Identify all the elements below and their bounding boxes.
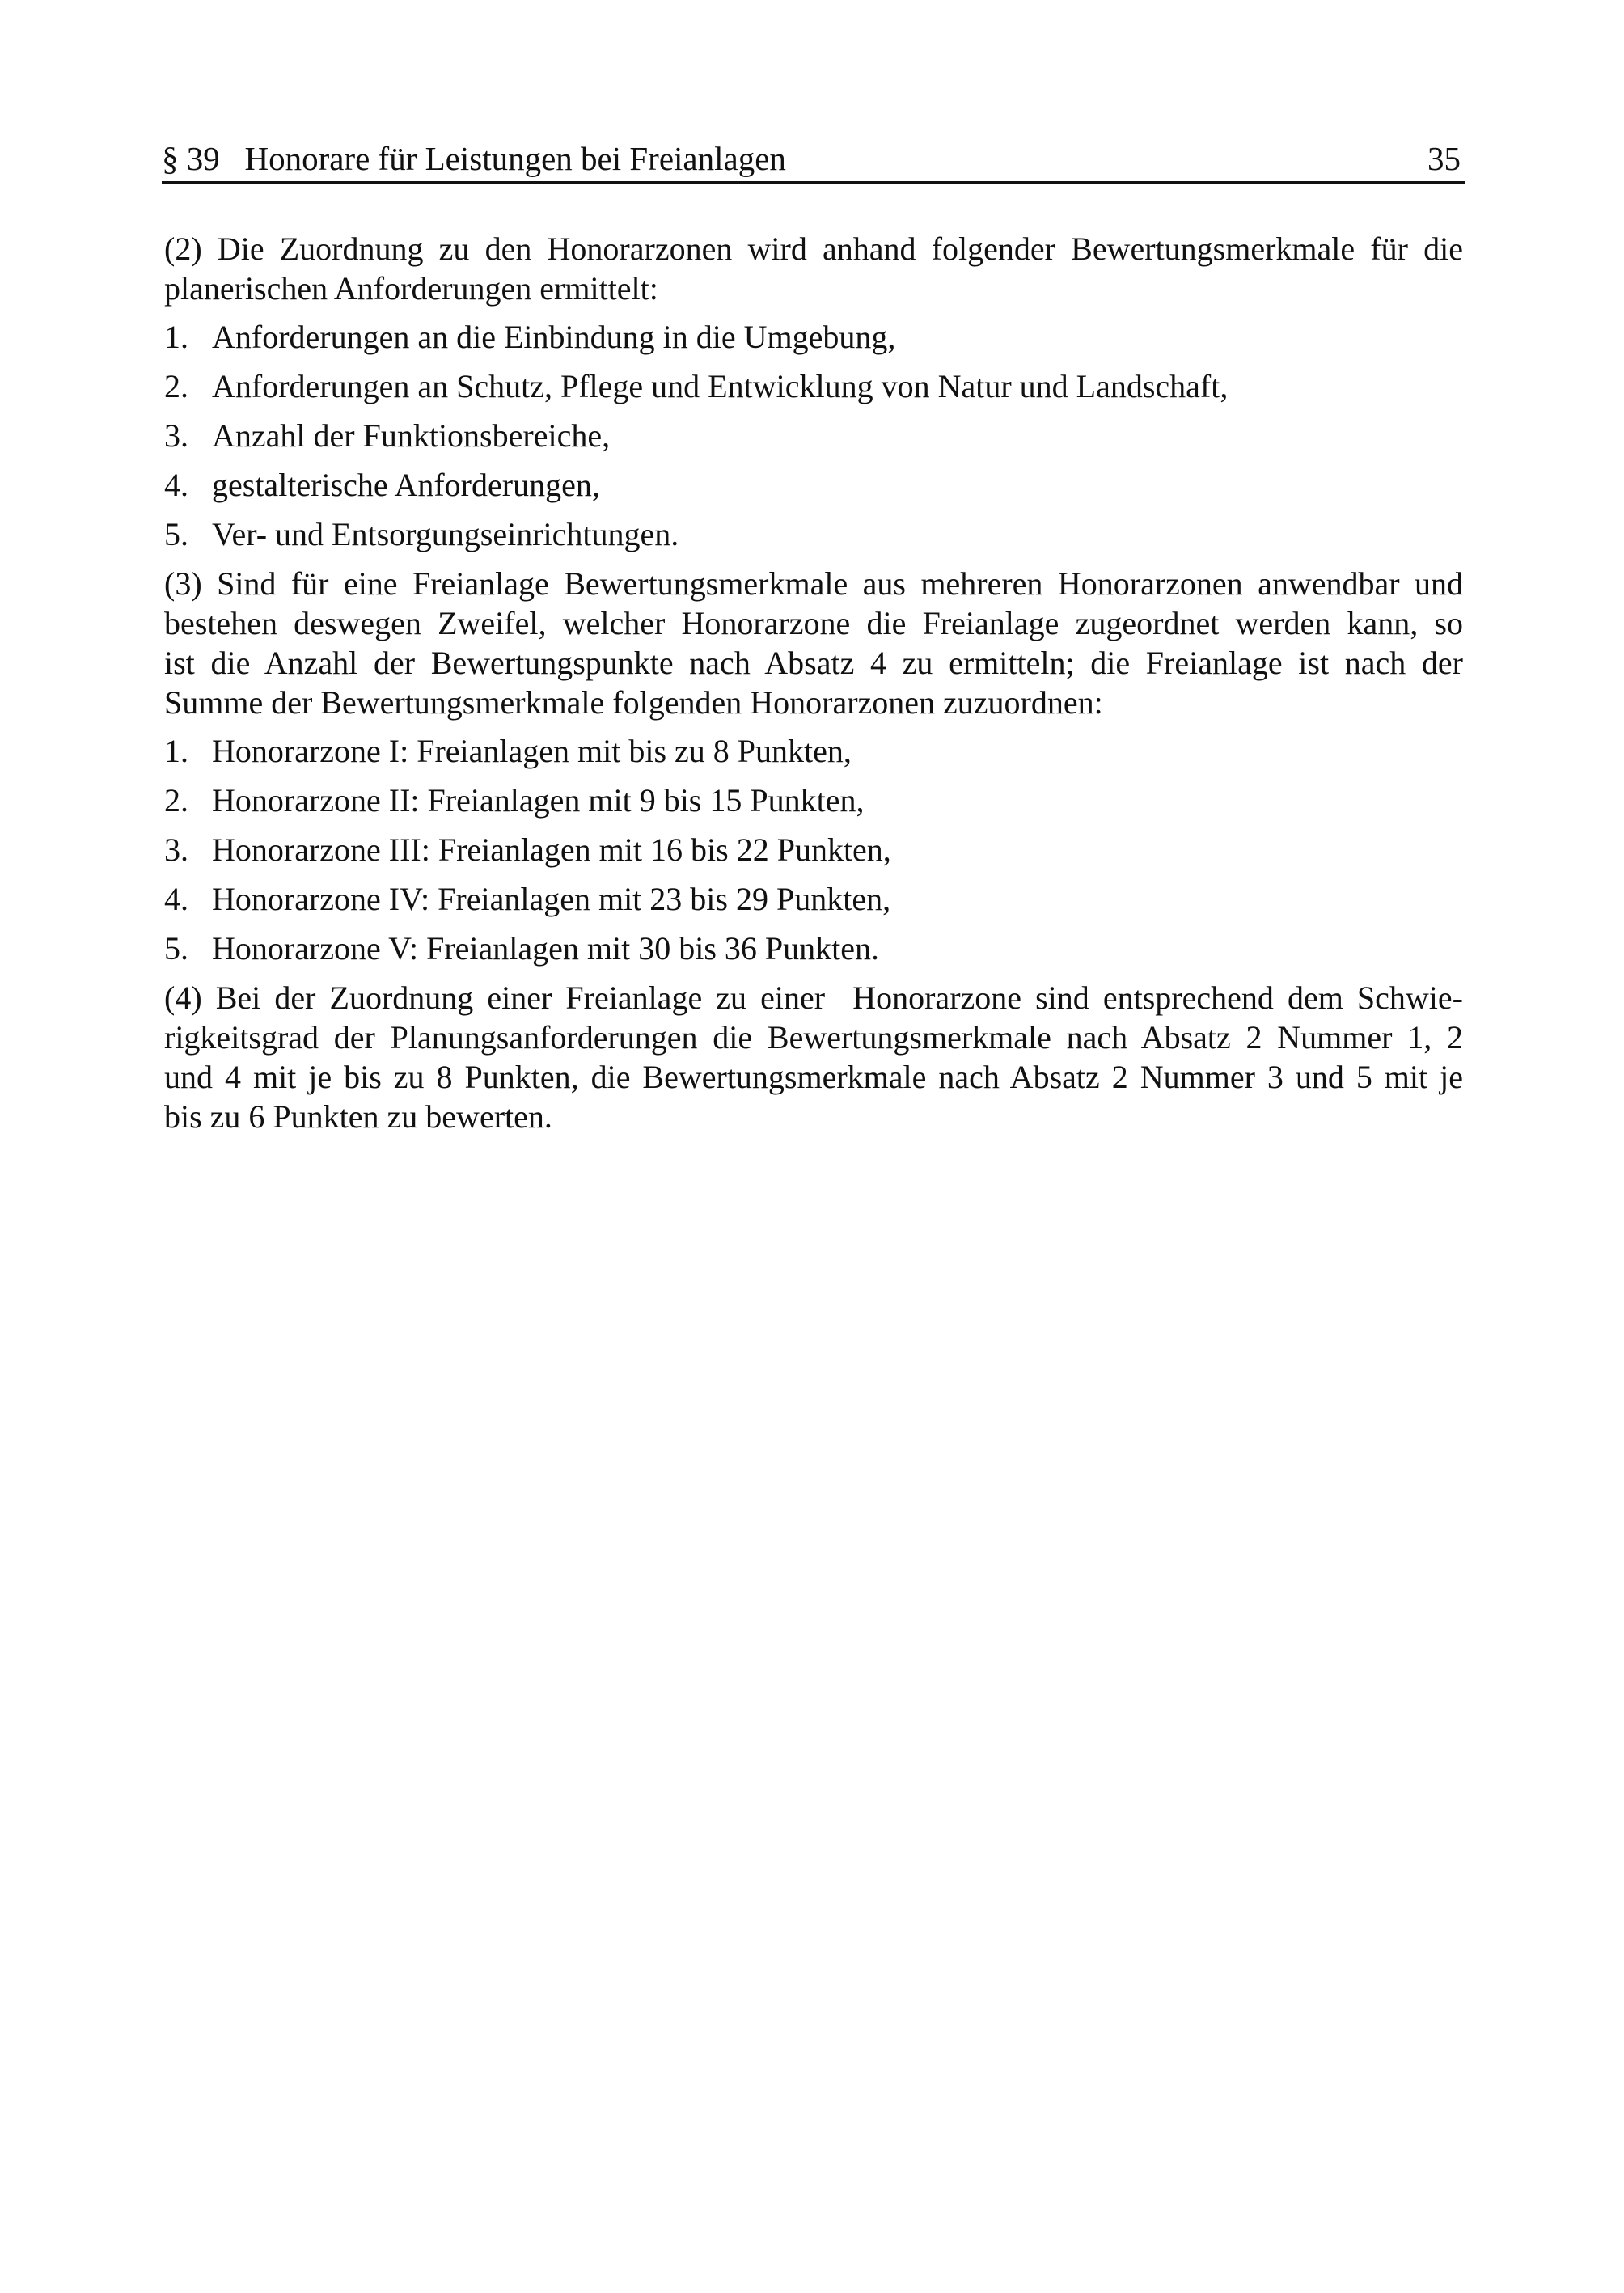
list-number: 2. — [164, 782, 188, 819]
paragraph-2 — [164, 229, 1463, 308]
list-number: 5. — [164, 516, 188, 552]
paragraph-line: (2) Die Zuordnung zu den Honorarzonen wird anhand folgender Bewertungsmerkmale für die — [164, 231, 1463, 267]
list-text: Anforderungen an Schutz, Pflege und Entwicklung von Natur und Landschaft, — [212, 368, 1229, 404]
list-number: 1. — [164, 733, 188, 769]
paragraph-line: (3) Sind für eine Freianlage Bewertungsmerkmale aus mehreren Honorarzonen anwendbar und — [164, 565, 1463, 602]
list-item — [164, 830, 1463, 869]
list-text: Honorarzone V: Freianlagen mit 30 bis 36 Punkten. — [212, 930, 880, 967]
criteria-list — [164, 317, 1463, 554]
list-number: 5. — [164, 930, 188, 967]
paragraph-4 — [164, 978, 1463, 1136]
document-body — [164, 229, 1463, 1136]
list-text: gestalterische Anforderungen, — [212, 467, 600, 503]
honorarzonen-list — [164, 731, 1463, 968]
list-number: 4. — [164, 467, 188, 503]
list-number: 2. — [164, 368, 188, 404]
paragraph-3 — [164, 564, 1463, 722]
list-item — [164, 465, 1463, 505]
list-item — [164, 929, 1463, 968]
list-item — [164, 366, 1463, 406]
section-title: § 39 Honorare für Leistungen bei Freianlagen — [162, 140, 786, 177]
list-text: Honorarzone I: Freianlagen mit bis zu 8 Punkten, — [212, 733, 852, 769]
list-text: Honorarzone III: Freianlagen mit 16 bis 22 Punkten, — [212, 831, 891, 868]
paragraph-line: Summe der Bewertungsmerkmale folgenden Honorarzonen zuzuordnen: — [164, 684, 1103, 721]
list-text: Honorarzone IV: Freianlagen mit 23 bis 29 Punkten, — [212, 881, 891, 917]
list-item — [164, 317, 1463, 357]
paragraph-line: bestehen deswegen Zweifel, welcher Honorarzone die Freianlage zugeordnet werden kann, so — [164, 605, 1463, 641]
list-item — [164, 416, 1463, 455]
list-text: Anforderungen an die Einbindung in die Umgebung, — [212, 319, 896, 355]
paragraph-line: ist die Anzahl der Bewertungspunkte nach Absatz 4 zu ermitteln; die Freianlage ist nach der — [164, 645, 1463, 681]
list-item — [164, 879, 1463, 919]
page-number: 35 — [1427, 140, 1461, 177]
page-header — [162, 136, 1465, 184]
paragraph-line: (4) Bei der Zuordnung einer Freianlage zu einer Honorarzone sind entsprechend dem Schwie- — [164, 979, 1463, 1016]
list-number: 3. — [164, 831, 188, 868]
paragraph-line: bis zu 6 Punkten zu bewerten. — [164, 1098, 552, 1135]
paragraph-line: und 4 mit je bis zu 8 Punkten, die Bewertungsmerkmale nach Absatz 2 Nummer 3 und 5 mit je — [164, 1059, 1463, 1095]
list-text: Anzahl der Funktionsbereiche, — [212, 417, 611, 454]
paragraph-line: planerischen Anforderungen ermittelt: — [164, 270, 658, 307]
list-item — [164, 514, 1463, 554]
list-item — [164, 781, 1463, 820]
list-text: Ver- und Entsorgungseinrichtungen. — [212, 516, 679, 552]
list-number: 4. — [164, 881, 188, 917]
list-item — [164, 731, 1463, 771]
list-number: 1. — [164, 319, 188, 355]
list-text: Honorarzone II: Freianlagen mit 9 bis 15 Punkten, — [212, 782, 865, 819]
list-number: 3. — [164, 417, 188, 454]
paragraph-line: rigkeitsgrad der Planungsanforderungen die Bewertungsmerkmale nach Absatz 2 Nummer 1, 2 — [164, 1019, 1463, 1056]
